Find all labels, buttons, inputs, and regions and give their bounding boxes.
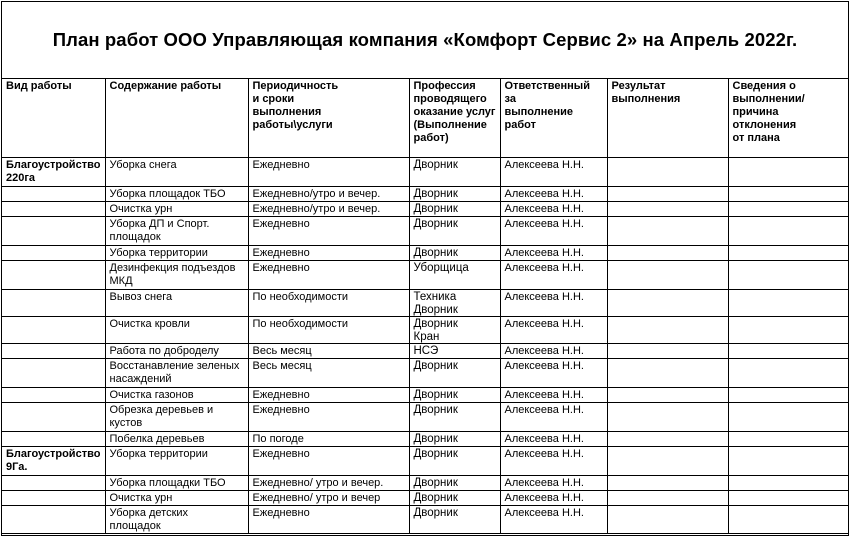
table-row <box>2 317 849 344</box>
deviation-cell <box>728 261 849 290</box>
deviation-cell <box>728 359 849 388</box>
group-cell <box>2 290 105 317</box>
deviation-cell <box>728 403 849 432</box>
group-cell <box>2 403 105 432</box>
header-responsible <box>500 79 607 158</box>
deviation-cell <box>728 491 849 506</box>
profession-cell: Дворник <box>409 506 500 534</box>
work-content-cell: Восстанавление зеленых насаждений <box>105 359 248 388</box>
group-cell <box>2 344 105 359</box>
responsible-cell: Алексеева Н.Н. <box>500 246 607 261</box>
header-label: Вид работы <box>6 80 72 92</box>
group-cell <box>2 476 105 491</box>
page-title: План работ ООО Управляющая компания «Комфорт Сервис 2» на Апрель 2022г. <box>52 29 798 50</box>
responsible-cell: Алексеева Н.Н. <box>500 158 607 187</box>
work-content-cell: Очистка урн <box>105 202 248 217</box>
profession-cell: Дворник <box>409 202 500 217</box>
periodicity-cell: Ежедневно/утро и вечер. <box>248 187 409 202</box>
header-label: Ответственный за выполнение работ <box>504 80 590 131</box>
table-row <box>2 403 849 432</box>
profession-cell: Дворник Кран <box>409 317 500 344</box>
header-label: Результат выполнения <box>611 80 681 105</box>
work-content-cell: Очистка кровли <box>105 317 248 344</box>
responsible-cell: Алексеева Н.Н. <box>500 476 607 491</box>
result-cell <box>607 506 728 534</box>
group-cell <box>2 187 105 202</box>
work-content-cell: Уборка площадок ТБО <box>105 187 248 202</box>
responsible-cell: Алексеева Н.Н. <box>500 359 607 388</box>
result-cell <box>607 261 728 290</box>
header-periodicity <box>248 79 409 158</box>
profession-cell: Дворник <box>409 476 500 491</box>
periodicity-cell: Ежедневно <box>248 403 409 432</box>
table-row <box>2 290 849 317</box>
periodicity-cell: Ежедневно/утро и вечер. <box>248 202 409 217</box>
responsible-cell: Алексеева Н.Н. <box>500 506 607 534</box>
deviation-cell <box>728 158 849 187</box>
profession-cell: Дворник <box>409 217 500 246</box>
responsible-cell: Алексеева Н.Н. <box>500 217 607 246</box>
table-row <box>2 491 849 506</box>
responsible-cell: Алексеева Н.Н. <box>500 187 607 202</box>
group-cell <box>2 261 105 290</box>
table-row <box>2 447 849 476</box>
result-cell <box>607 388 728 403</box>
table-row <box>2 246 849 261</box>
table-row <box>2 202 849 217</box>
result-cell <box>607 202 728 217</box>
responsible-cell: Алексеева Н.Н. <box>500 202 607 217</box>
header-result <box>607 79 728 158</box>
header-profession <box>409 79 500 158</box>
responsible-cell: Алексеева Н.Н. <box>500 432 607 447</box>
deviation-cell <box>728 388 849 403</box>
periodicity-cell: Ежедневно <box>248 447 409 476</box>
deviation-cell <box>728 187 849 202</box>
periodicity-cell: Ежедневно <box>248 246 409 261</box>
result-cell <box>607 290 728 317</box>
table-row <box>2 187 849 202</box>
work-content-cell: Очистка газонов <box>105 388 248 403</box>
table-row <box>2 359 849 388</box>
profession-cell: Дворник <box>409 246 500 261</box>
table-row <box>2 506 849 534</box>
deviation-cell <box>728 290 849 317</box>
responsible-cell: Алексеева Н.Н. <box>500 344 607 359</box>
profession-cell: Техника Дворник <box>409 290 500 317</box>
header-label: Периодичность и сроки выполнения работы\услуги <box>252 80 339 131</box>
result-cell <box>607 359 728 388</box>
result-cell <box>607 491 728 506</box>
table-row <box>2 217 849 246</box>
table-row <box>2 261 849 290</box>
periodicity-cell: Ежедневно <box>248 217 409 246</box>
periodicity-cell: Ежедневно <box>248 388 409 403</box>
periodicity-cell: Весь месяц <box>248 359 409 388</box>
header-label: Сведения о выполнении/ причина отклонения от плана <box>732 80 805 144</box>
work-content-cell: Побелка деревьев <box>105 432 248 447</box>
profession-cell: Дворник <box>409 447 500 476</box>
responsible-cell: Алексеева Н.Н. <box>500 317 607 344</box>
work-content-cell: Уборка территории <box>105 246 248 261</box>
periodicity-cell: Ежедневно <box>248 158 409 187</box>
group-cell: Благоустройство 9Га. <box>2 447 105 476</box>
work-content-cell: Дезинфекция подъездов МКД <box>105 261 248 290</box>
deviation-cell <box>728 432 849 447</box>
work-content-cell: Работа по доброделу <box>105 344 248 359</box>
profession-cell: Дворник <box>409 491 500 506</box>
title-box <box>2 2 848 79</box>
profession-cell: Дворник <box>409 432 500 447</box>
table-row <box>2 476 849 491</box>
profession-cell: Дворник <box>409 388 500 403</box>
header-deviation <box>728 79 849 158</box>
responsible-cell: Алексеева Н.Н. <box>500 290 607 317</box>
result-cell <box>607 158 728 187</box>
periodicity-cell: По погоде <box>248 432 409 447</box>
periodicity-cell: Ежедневно/ утро и вечер <box>248 491 409 506</box>
responsible-cell: Алексеева Н.Н. <box>500 403 607 432</box>
group-cell <box>2 202 105 217</box>
profession-cell: НСЭ <box>409 344 500 359</box>
deviation-cell <box>728 246 849 261</box>
periodicity-cell: Весь месяц <box>248 344 409 359</box>
result-cell <box>607 217 728 246</box>
deviation-cell <box>728 317 849 344</box>
work-content-cell: Уборка снега <box>105 158 248 187</box>
profession-cell: Дворник <box>409 187 500 202</box>
periodicity-cell: Ежедневно/ утро и вечер. <box>248 476 409 491</box>
header-work-content <box>105 79 248 158</box>
header-label: Содержание работы <box>109 80 222 92</box>
result-cell <box>607 432 728 447</box>
result-cell <box>607 187 728 202</box>
group-cell <box>2 388 105 403</box>
profession-cell: Дворник <box>409 359 500 388</box>
responsible-cell: Алексеева Н.Н. <box>500 447 607 476</box>
responsible-cell: Алексеева Н.Н. <box>500 491 607 506</box>
deviation-cell <box>728 447 849 476</box>
deviation-cell <box>728 202 849 217</box>
periodicity-cell: По необходимости <box>248 290 409 317</box>
group-cell <box>2 359 105 388</box>
work-content-cell: Уборка ДП и Спорт. площадок <box>105 217 248 246</box>
result-cell <box>607 403 728 432</box>
periodicity-cell: Ежедневно <box>248 506 409 534</box>
header-work-type <box>2 79 105 158</box>
group-cell <box>2 506 105 534</box>
table-row <box>2 432 849 447</box>
group-cell <box>2 432 105 447</box>
table-header-row <box>2 79 849 158</box>
periodicity-cell: По необходимости <box>248 317 409 344</box>
work-content-cell: Уборка детских площадок <box>105 506 248 534</box>
deviation-cell <box>728 217 849 246</box>
group-cell <box>2 246 105 261</box>
deviation-cell <box>728 506 849 534</box>
periodicity-cell: Ежедневно <box>248 261 409 290</box>
table-row <box>2 388 849 403</box>
header-label: Профессия проводящего оказание услуг (Выполнение работ) <box>413 80 496 144</box>
work-content-cell: Очистка урн <box>105 491 248 506</box>
responsible-cell: Алексеева Н.Н. <box>500 261 607 290</box>
group-cell <box>2 491 105 506</box>
result-cell <box>607 317 728 344</box>
table-row <box>2 158 849 187</box>
responsible-cell: Алексеева Н.Н. <box>500 388 607 403</box>
deviation-cell <box>728 344 849 359</box>
profession-cell: Дворник <box>409 403 500 432</box>
group-cell <box>2 217 105 246</box>
profession-cell: Уборщица <box>409 261 500 290</box>
deviation-cell <box>728 476 849 491</box>
work-content-cell: Уборка площадки ТБО <box>105 476 248 491</box>
result-cell <box>607 476 728 491</box>
work-plan-table <box>2 79 849 534</box>
profession-cell: Дворник <box>409 158 500 187</box>
result-cell <box>607 246 728 261</box>
group-cell: Благоустройство 220га <box>2 158 105 187</box>
result-cell <box>607 447 728 476</box>
group-cell <box>2 317 105 344</box>
document-page <box>1 1 849 536</box>
table-row <box>2 344 849 359</box>
result-cell <box>607 344 728 359</box>
work-content-cell: Уборка территории <box>105 447 248 476</box>
work-content-cell: Вывоз снега <box>105 290 248 317</box>
work-content-cell: Обрезка деревьев и кустов <box>105 403 248 432</box>
